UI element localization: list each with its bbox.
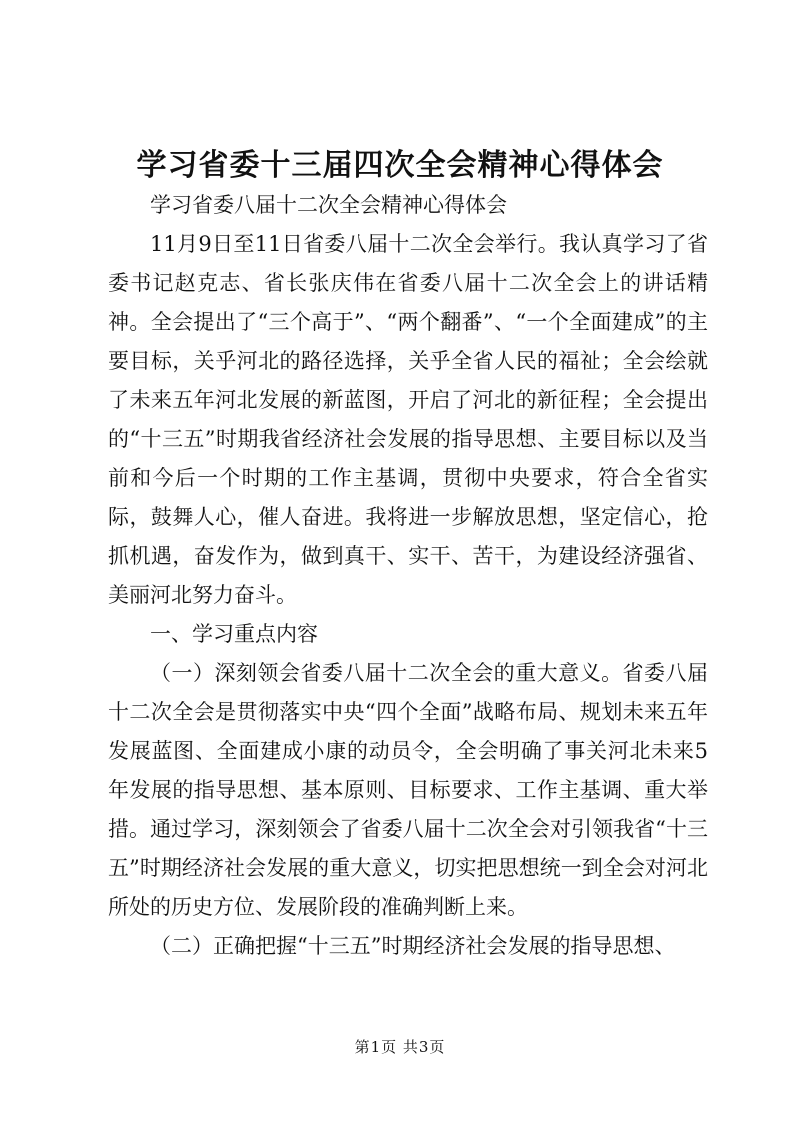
paragraph-point-two: （二）正确把握“十三五”时期经济社会发展的指导思想、 (150, 934, 676, 958)
paragraph-point-one: （一）深刻领会省委八届十二次全会的重大意义。省委八届十二次全会是贯彻落实中央“四个全面”战略布局、规划未来五年发展蓝图、全面建成小康的动员令，全会明确了事关河北未来5年发展的指导思想、基本原则、目标要求、工作主基调、重大举措。通过学习，深刻领会了省委八届十二次全会对引领我省“十三五”时期经济社会发展的重大意义，切实把思想统一到全会对河北所处的历史方位、发展阶段的准确判断上来。 (108, 661, 708, 919)
document-subtitle: 学习省委八届十二次全会精神心得体会 (150, 193, 507, 217)
document-title: 学习省委十三届四次全会精神心得体会 (136, 148, 664, 183)
paragraph-intro: 11月9日至11日省委八届十二次全会举行。我认真学习了省委书记赵克志、省长张庆伟在省委八届十二次全会上的讲话精神。全会提出了“三个高于”、“两个翻番”、“一个全面建成”的主要目标，关乎河北的路径选择，关乎全省人民的福祉；全会绘就了未来五年河北发展的新蓝图，开启了河北的新征程；全会提出的“十三五”时期我省经济社会发展的指导思想、主要目标以及当前和今后一个时期的工作主基调，贯彻中央要求，符合全省实际，鼓舞人心，催人奋进。我将进一步解放思想，坚定信心，抢抓机遇，奋发作为，做到真干、实干、苦干，为建设经济强省、美丽河北努力奋斗。 (108, 232, 708, 607)
document-body (108, 186, 708, 966)
section-heading: 一、学习重点内容 (150, 622, 318, 646)
page-footer: 第1页 共3页 (354, 1038, 446, 1056)
